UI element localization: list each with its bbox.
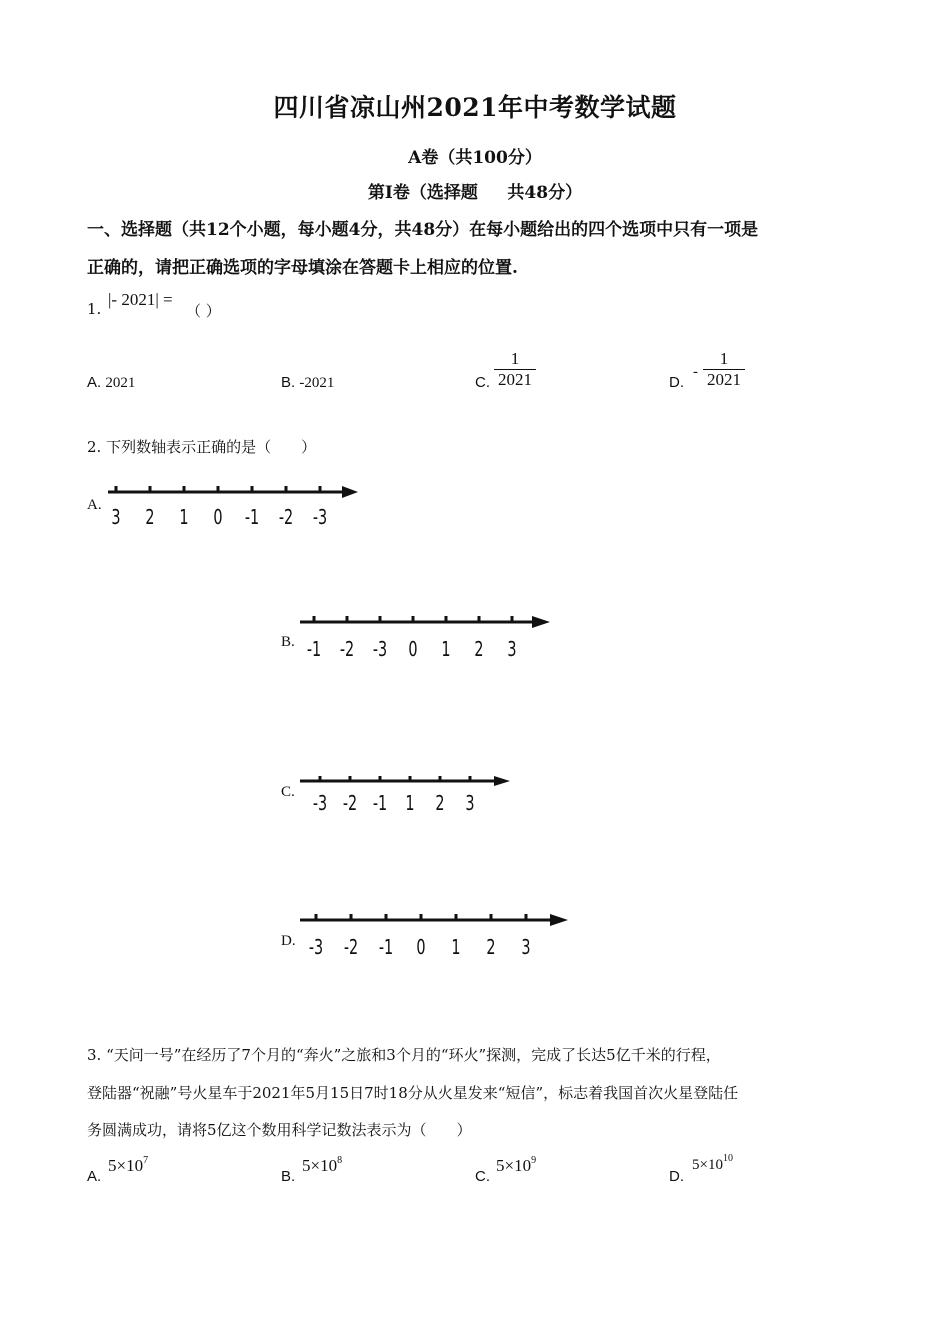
q2-option-d-label[interactable]: D. xyxy=(281,933,296,949)
tick-label: 3 xyxy=(521,936,531,960)
sci-exponent: 9 xyxy=(531,1155,537,1166)
q3-option-b-value xyxy=(302,1156,342,1176)
tick-label: 3 xyxy=(111,506,121,530)
arrow-icon xyxy=(342,486,358,498)
page-title: 四川省凉山州2021年中考数学试题 xyxy=(273,93,677,122)
tick-label: 2 xyxy=(145,506,155,530)
tick-label: -1 xyxy=(378,936,394,960)
sci-base: 5×10 xyxy=(496,1156,532,1175)
tick-label: -2 xyxy=(339,638,355,662)
q2-option-a-label[interactable]: A. xyxy=(87,497,102,513)
q2-option-c-label[interactable]: C. xyxy=(281,784,295,800)
arrow-icon xyxy=(494,776,510,786)
sci-base: 5×10 xyxy=(108,1156,144,1175)
option-value: -2021 xyxy=(299,375,335,391)
tick-label: -3 xyxy=(312,792,328,816)
q2-option-b-label[interactable]: B. xyxy=(281,634,295,650)
sci-base: 5×10 xyxy=(692,1157,723,1173)
q3-option-a-value xyxy=(108,1156,148,1176)
tick-label: -2 xyxy=(278,506,294,530)
q2-option-c-number-line[interactable] xyxy=(298,768,518,818)
option-label: A. xyxy=(87,374,102,391)
option-label: B. xyxy=(281,1168,296,1185)
sci-base: 5×10 xyxy=(302,1156,338,1175)
q3-option-d[interactable] xyxy=(669,1168,684,1185)
fraction-numerator: 1 xyxy=(719,349,729,368)
q3-option-c[interactable] xyxy=(475,1168,490,1185)
q3-option-b[interactable] xyxy=(281,1168,295,1185)
section-a-heading: A卷（共100分） xyxy=(408,148,542,168)
tick-label: 0 xyxy=(416,936,426,960)
q2-stem: 2. 下列数轴表示正确的是（ ） xyxy=(87,438,317,456)
tick-label: -1 xyxy=(306,638,322,662)
fraction-denominator: 2021 xyxy=(703,369,745,390)
option-label: A. xyxy=(87,1168,102,1185)
tick-label: -1 xyxy=(244,506,260,530)
q1-option-b[interactable] xyxy=(281,374,334,392)
tick-label: -1 xyxy=(372,792,388,816)
q2-option-d-number-line[interactable] xyxy=(298,906,574,964)
option-label: D. xyxy=(669,374,684,391)
q3-option-d-value xyxy=(692,1153,733,1174)
section-1-heading: 第I卷（选择题 共48分） xyxy=(367,183,583,203)
arrow-icon xyxy=(550,914,568,926)
q2-option-b-number-line[interactable] xyxy=(298,608,558,666)
tick-label: 2 xyxy=(435,792,445,816)
instructions-line-1: 一、选择题（共12个小题，每小题4分，共48分）在每小题给出的四个选项中只有一项是 xyxy=(87,220,759,240)
tick-label: -3 xyxy=(372,638,388,662)
option-value: 2021 xyxy=(105,375,136,391)
tick-label: 1 xyxy=(451,936,461,960)
tick-label: 3 xyxy=(507,638,517,662)
tick-label: 2 xyxy=(486,936,496,960)
q1-option-d-sign: - xyxy=(693,364,698,380)
q1-number-text: 1. xyxy=(87,300,102,318)
option-label: B. xyxy=(281,374,296,391)
tick-label: 3 xyxy=(465,792,475,816)
tick-label: 2 xyxy=(474,638,484,662)
q1-option-d-fraction xyxy=(703,349,745,390)
fraction-denominator: 2021 xyxy=(494,369,536,390)
q1-paren: （ ） xyxy=(186,302,221,320)
instructions-line-2: 正确的，请把正确选项的字母填涂在答题卡上相应的位置. xyxy=(87,258,518,278)
tick-label: -3 xyxy=(312,506,328,530)
sci-exponent: 7 xyxy=(143,1155,149,1166)
q1-option-c-fraction xyxy=(494,349,536,390)
q3-option-c-value xyxy=(496,1156,536,1176)
tick-label: 1 xyxy=(179,506,189,530)
sci-exponent: 10 xyxy=(722,1153,733,1164)
sci-exponent: 8 xyxy=(337,1155,343,1166)
q1-number xyxy=(87,300,101,318)
q1-option-a[interactable] xyxy=(87,374,135,392)
option-label: C. xyxy=(475,1168,490,1185)
option-label: C. xyxy=(475,374,490,391)
tick-label: -3 xyxy=(308,936,324,960)
q3-line-3: 务圆满成功，请将5亿这个数用科学记数法表示为（ ） xyxy=(87,1121,472,1139)
tick-label: 1 xyxy=(441,638,451,662)
q3-line-2: 登陆器“祝融”号火星车于2021年5月15日7时18分从火星发来“短信”，标志着我国首次火星登陆任 xyxy=(87,1084,739,1102)
arrow-icon xyxy=(532,616,550,628)
fraction-numerator: 1 xyxy=(510,349,520,368)
q1-option-c[interactable] xyxy=(475,374,490,391)
tick-label: 0 xyxy=(408,638,418,662)
q1-expression: |- 2021| = xyxy=(108,290,173,309)
q2-option-a-number-line[interactable] xyxy=(104,478,364,534)
q1-option-d[interactable] xyxy=(669,374,684,391)
tick-label: -2 xyxy=(343,936,359,960)
tick-label: 1 xyxy=(405,792,415,816)
tick-label: 0 xyxy=(213,506,223,530)
tick-label: -2 xyxy=(342,792,358,816)
option-label: D. xyxy=(669,1168,684,1185)
q3-line-1: 3. “天问一号”在经历了7个月的“奔火”之旅和3个月的“环火”探测，完成了长达5亿千米的行程， xyxy=(87,1046,721,1064)
q3-option-a[interactable] xyxy=(87,1168,101,1185)
